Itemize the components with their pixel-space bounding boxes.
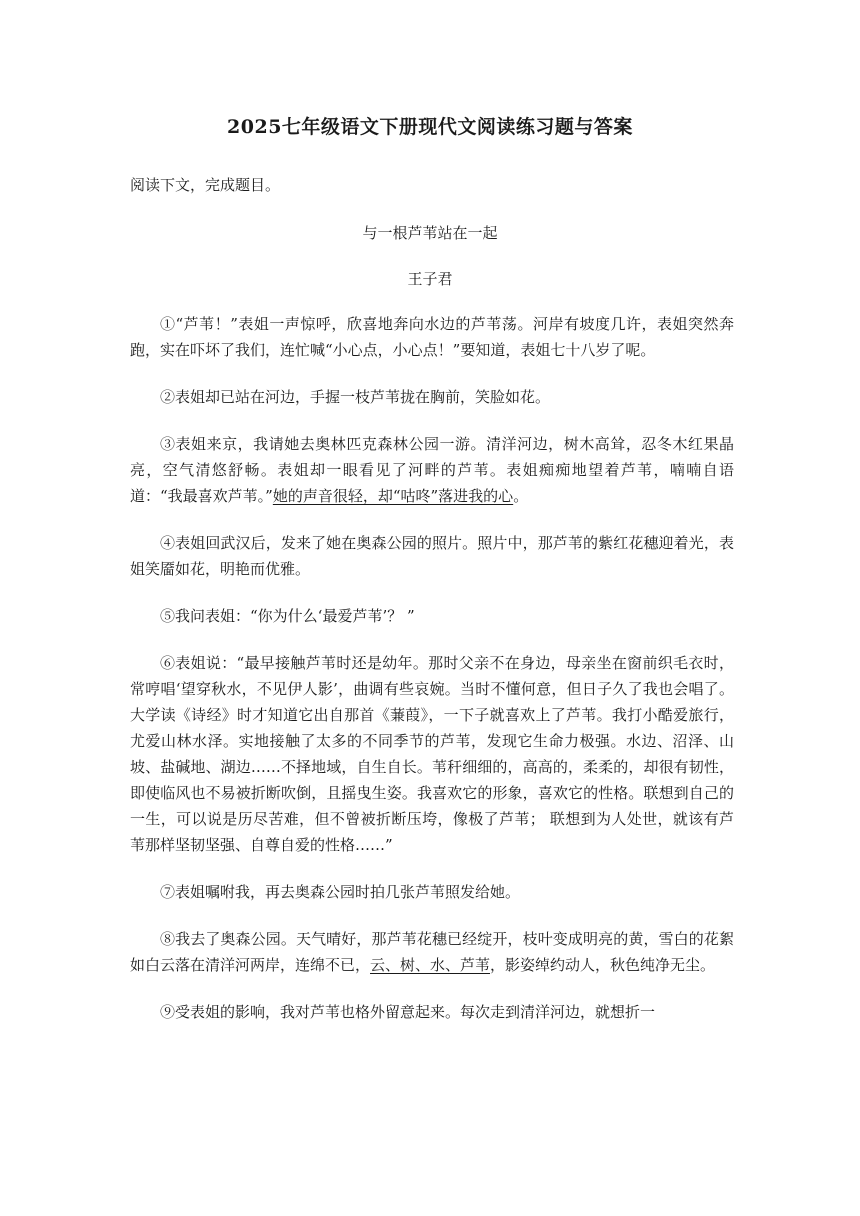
reading-instruction: 阅读下文，完成题目。: [130, 176, 281, 194]
paragraph-7: ⑦表姐嘱咐我，再去奥森公园时拍几张芦苇照发给她。: [160, 883, 521, 901]
paragraph-6: ⑥表姐说：“最早接触芦苇时还是幼年。那时父亲不在身边，母亲坐在窗前织毛衣时，常哼唱‘望穿秋水，不见伊人影’，曲调有些哀婉。当时不懂何意，但日子久了我也会唱了。大学读《诗经》时才知道它出自那首《蒹葭》，一下子就喜欢上了芦苇。我打小酷爱旅行，尤爱山林水泽。实地接触了太多的不同季节的芦苇，发现它生命力极强。水边、沼泽、山坡、盐碱地、湖边……不择地域，自生自长。苇秆细细的，高高的，柔柔的，却很有韧性，即使临风也不易被折断吹倒，且摇曳生姿。我喜欢它的形象，喜欢它的性格。联想到自己的一生，可以说是历尽苦难，但不曾被折断压垮，像极了芦苇； 联想到为人处世，就该有芦苇那样坚韧坚强、自尊自爱的性格……”: [130, 654, 734, 854]
paragraph-3-end: 。: [513, 487, 529, 505]
paragraph-5: ⑤我问表姐：“你为什么‘最爱芦苇’？ ”: [160, 607, 415, 625]
article-body: [130, 311, 734, 1046]
paragraph-8: [130, 926, 734, 978]
paragraph-8-text: ⑧我去了奥森公园。天气晴好，那芦苇花穗已经绽开，枝叶变成明亮的黄，雪白的花絮如白云落在清洋河两岸，连绵不已，: [130, 930, 734, 974]
paragraph-3-text: ③表姐来京，我请她去奥林匹克森林公园一游。清洋河边，树木高耸，忍冬木红果晶亮，空气清悠舒畅。表姐却一眼看见了河畔的芦苇。表姐痴痴地望着芦苇，喃喃自语道：“我最喜欢芦苇。”: [130, 435, 734, 505]
document-title: 2025七年级语文下册现代文阅读练习题与答案: [227, 116, 633, 138]
article-title: 与一根芦苇站在一起: [362, 224, 498, 242]
paragraph-8-end: ，影姿绰约动人，秋色纯净无尘。: [490, 956, 716, 974]
paragraph-1: ①“芦苇！”表姐一声惊呼，欣喜地奔向水边的芦苇荡。河岸有坡度几许，表姐突然奔跑，实在吓坏了我们，连忙喊“小心点，小心点！”要知道，表姐七十八岁了呢。: [130, 315, 734, 359]
underlined-sentence: 她的声音很轻，却“咕咚”落进我的心: [272, 487, 514, 505]
paragraph-9: ⑨受表姐的影响，我对芦苇也格外留意起来。每次走到清洋河边，就想折一: [160, 1003, 656, 1021]
paragraph-3: [130, 431, 734, 509]
article-author: 王子君: [407, 270, 453, 288]
paragraph-4: ④表姐回武汉后，发来了她在奥森公园的照片。照片中，那芦苇的紫红花穗迎着光，表姐笑靥如花，明艳而优雅。: [130, 534, 734, 578]
underlined-phrase: 云、树、水、芦苇: [370, 956, 491, 974]
paragraph-2: ②表姐却已站在河边，手握一枝芦苇拢在胸前，笑脸如花。: [160, 388, 551, 406]
